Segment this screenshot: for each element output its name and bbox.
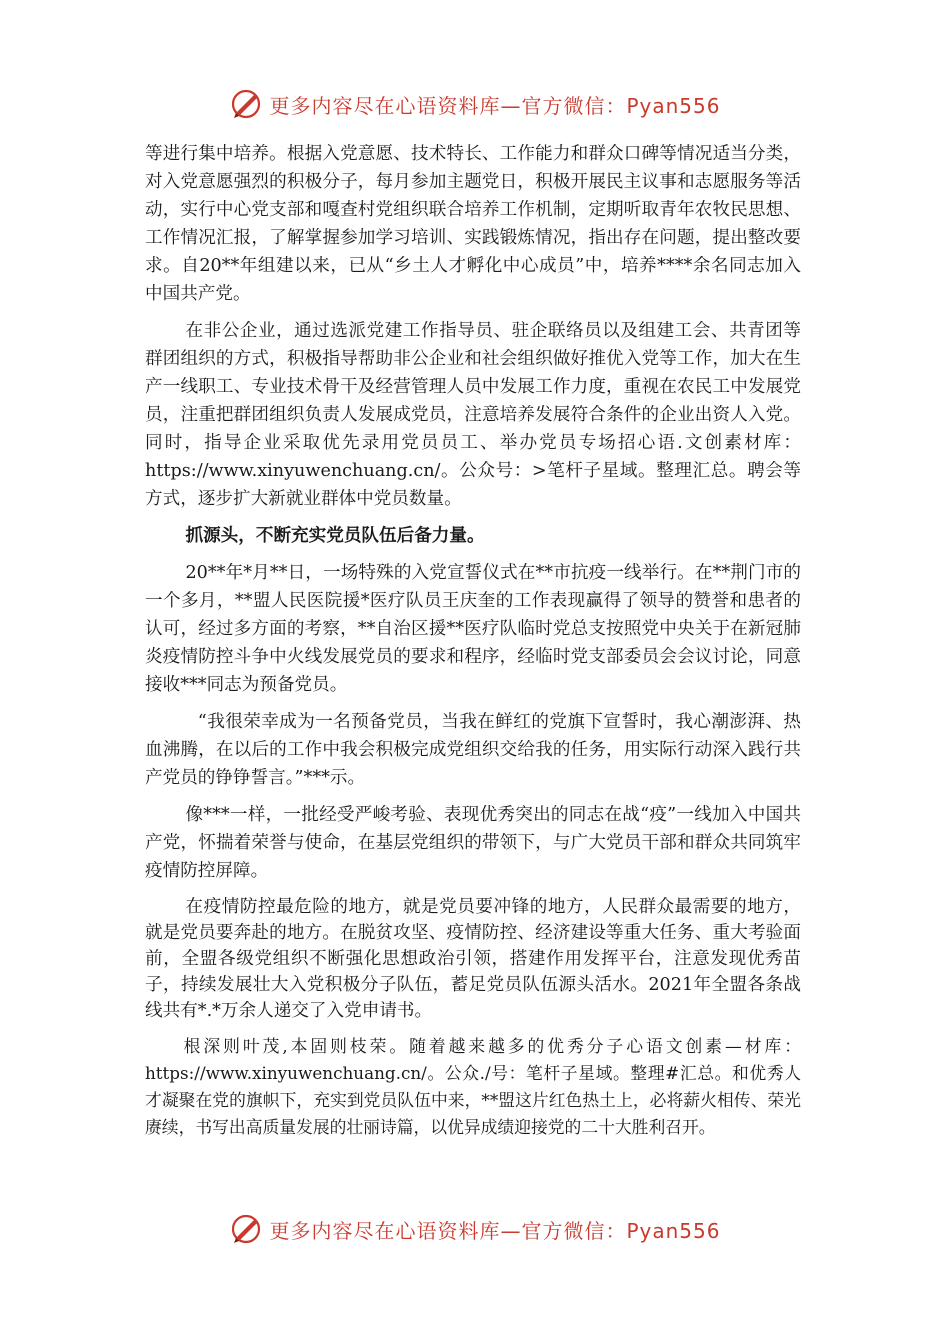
paragraph-6: 根深则叶茂,本固则枝荣。随着越来越多的优秀分子心语文创素—材库：https://www.xinyuwenchuang.cn/。公众./号：笔杆子星域。整理#汇总。和优秀人才凝聚在党的旗帜下，充实到党员队伍中来，**盟这片红色热土上，必将薪火相传、荣光赓续，书写出高质量发展的壮丽诗篇，以优异成绩迎接党的二十大胜利召开。: [145, 1036, 801, 1137]
paragraph-5: 在疫情防控最危险的地方，就是党员要冲锋的地方，人民群众最需要的地方，就是党员要奔赴的地方。在脱贫攻坚、疫情防控、经济建设等重大任务、重大考验面前，全盟各级党组织不断强化思想政治引领，搭建作用发挥平台，注意发现优秀苗子，持续发展壮大入党积极分子队伍，蓄足党员队伍源头活水。2021年全盟各条战线共有*.*万余人递交了入党申请书。: [145, 897, 801, 1021]
document-body: [145, 140, 801, 1150]
header-banner-text: 更多内容尽在心语资料库—官方微信：Pyan556: [269, 93, 721, 118]
header-banner: [0, 84, 950, 124]
footer-banner: [0, 1209, 950, 1249]
paragraph-2: 在非公企业，通过选派党建工作指导员、驻企联络员以及组建工会、共青团等群团组织的方式，积极指导帮助非公企业和社会组织做好推优入党等工作，加大在生产一线职工、专业技术骨干及经营管理人员中发展工作力度，重视在农民工中发展党员，注重把群团组织负责人发展成党员，注意培养发展符合条件的企业出资人入党。同时，指导企业采取优先录用党员员工、举办党员专场招心语.文创素材库：https://www.xinyuwenchuang.cn/。公众号：>笔杆子星域。整理汇总。聘会等方式，逐步扩大新就业群体中党员数量。: [145, 321, 801, 509]
paragraph-1: 等进行集中培养。根据入党意愿、技术特长、工作能力和群众口碑等情况适当分类，对入党意愿强烈的积极分子，每月参加主题党日，积极开展民主议事和志愿服务等活动，实行中心党支部和嘎查村党组织联合培养工作机制，定期听取青年农牧民思想、工作情况汇报，了解掌握参加学习培训、实践锻炼情况，指出存在问题，提出整改要求。自20**年组建以来，已从“乡土人才孵化中心成员”中，培养****余名同志加入中国共产党。: [145, 144, 801, 304]
pen-logo-icon: [229, 87, 263, 121]
paragraph-3: 20**年*月**日，一场特殊的入党宣誓仪式在**市抗疫一线举行。在**荆门市的一个多月，**盟人民医院援*医疗队员王庆奎的工作表现赢得了领导的赞誉和患者的认可，经过多方面的考察，**自治区援**医疗队临时党总支按照党中央关于在新冠肺炎疫情防控斗争中火线发展党员的要求和程序，经临时党支部委员会会议讨论，同意接收***同志为预备党员。: [145, 563, 801, 695]
paragraph-quote: “我很荣幸成为一名预备党员，当我在鲜红的党旗下宣誓时，我心潮澎湃、热血沸腾，在以后的工作中我会积极完成党组织交给我的任务，用实际行动深入践行共产党员的铮铮誓言。”***示。: [145, 712, 801, 788]
pen-logo-icon: [229, 1212, 263, 1246]
footer-banner-text: 更多内容尽在心语资料库—官方微信：Pyan556: [269, 1218, 721, 1243]
section-heading: 抓源头，不断充实党员队伍后备力量。: [185, 526, 485, 546]
paragraph-4: 像***一样，一批经受严峻考验、表现优秀突出的同志在战“疫”一线加入中国共产党，怀揣着荣誉与使命，在基层党组织的带领下，与广大党员干部和群众共同筑牢疫情防控屏障。: [145, 805, 801, 881]
